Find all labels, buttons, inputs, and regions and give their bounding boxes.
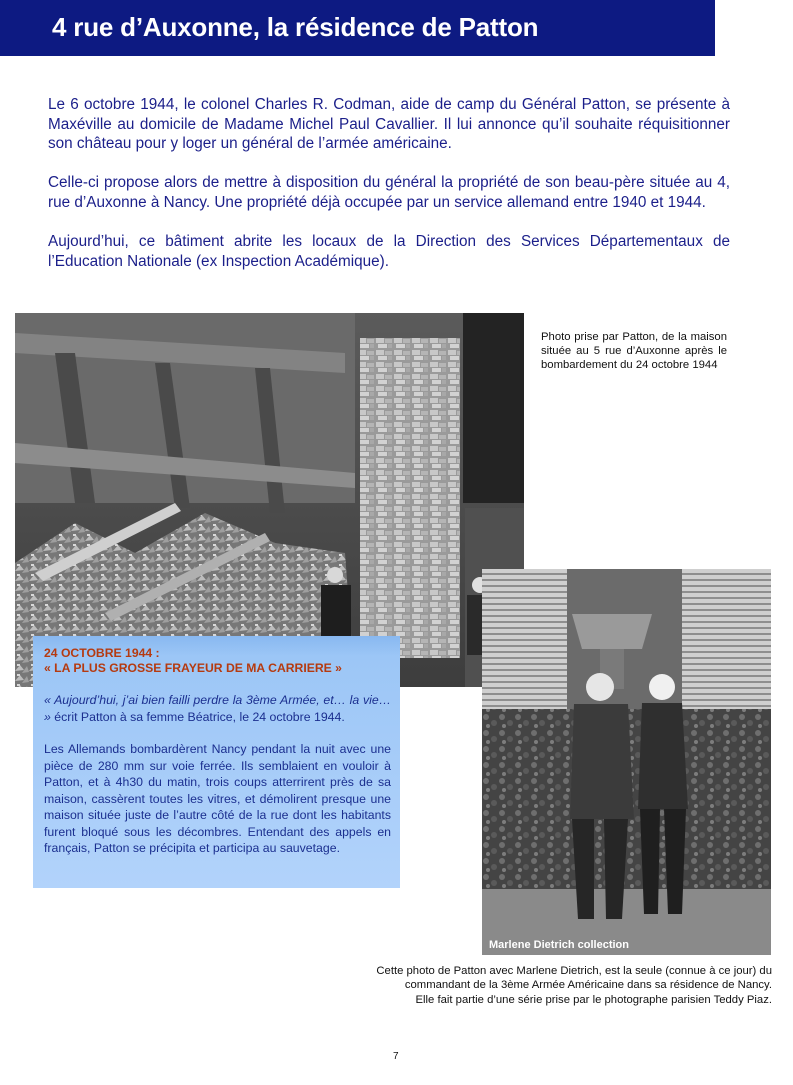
intro-paragraph: Le 6 octobre 1944, le colonel Charles R. Codman, aide de camp du Général Patton, se présente à Maxéville au domicile de Madame Michel Paul Cavallier. Il lui annonce qu’il souhaite réquisitionner son château pour y loger un général de l’armée américaine. bbox=[48, 96, 730, 153]
caption-line: commandant de la 3ème Armée Américaine dans sa résidence de Nancy. bbox=[404, 979, 772, 992]
quote-attribution: écrit Patton à sa femme Béatrice, le 24 octobre 1944. bbox=[50, 709, 345, 724]
highlight-heading-title: « LA PLUS GROSSE FRAYEUR DE MA CARRIERE » bbox=[44, 661, 342, 675]
page-title: 4 rue d’Auxonne, la résidence de Patton bbox=[52, 12, 539, 42]
page-number: 7 bbox=[393, 1051, 399, 1062]
highlight-paragraph: Les Allemands bombardèrent Nancy pendant la nuit avec une pièce de 280 mm sur voie ferrée. Ils semblaient en vouloir à Patton, et à 4h30 du matin, trois coups atterrirent près de sa maison, cassèrent toutes les vitres, et démolirent presque une maison située juste de l’autre côté de la rue dont les habitants furent bloqué sous les décombres. Entendant des appels en français, Patton se précipita et participa au sauvetage. bbox=[44, 742, 391, 855]
highlight-paragraph-quote bbox=[44, 692, 391, 725]
patton-dietrich-photo bbox=[482, 569, 771, 955]
highlight-heading-date: 24 OCTOBRE 1944 : bbox=[44, 646, 160, 660]
patton-dietrich-illustration bbox=[482, 569, 771, 955]
highlight-body bbox=[44, 692, 391, 873]
bombed-house-photo bbox=[15, 313, 524, 687]
bombed-house-caption: Photo prise par Patton, de la maison située au 5 rue d’Auxonne après le bombardement du 24 octobre 1944 bbox=[541, 331, 727, 371]
highlight-heading bbox=[44, 646, 394, 676]
patton-quote: « Aujourd’hui, j’ai bien failli perdre la 3ème Armée, et… la vie… » bbox=[44, 693, 391, 724]
intro-paragraph: Celle-ci propose alors de mettre à disposition du général la propriété de son beau-père située au 4, rue d’Auxonne à Nancy. Une propriété déjà occupée par un service allemand entre 1940 et 1944. bbox=[48, 174, 730, 211]
caption-line: Cette photo de Patton avec Marlene Dietrich, est la seule (connue à ce jour) du bbox=[376, 965, 772, 977]
intro-paragraph: Aujourd’hui, ce bâtiment abrite les locaux de la Direction des Services Départementaux de l’Education Nationale (ex Inspection Académique). bbox=[48, 233, 730, 270]
patton-dietrich-caption bbox=[330, 964, 772, 1007]
intro-text bbox=[48, 95, 730, 291]
photo-credit: Marlene Dietrich collection bbox=[489, 939, 629, 951]
bombed-house-illustration bbox=[15, 313, 524, 687]
caption-line: Elle fait partie d’une série prise par le photographe parisien Teddy Piaz. bbox=[415, 993, 772, 1006]
